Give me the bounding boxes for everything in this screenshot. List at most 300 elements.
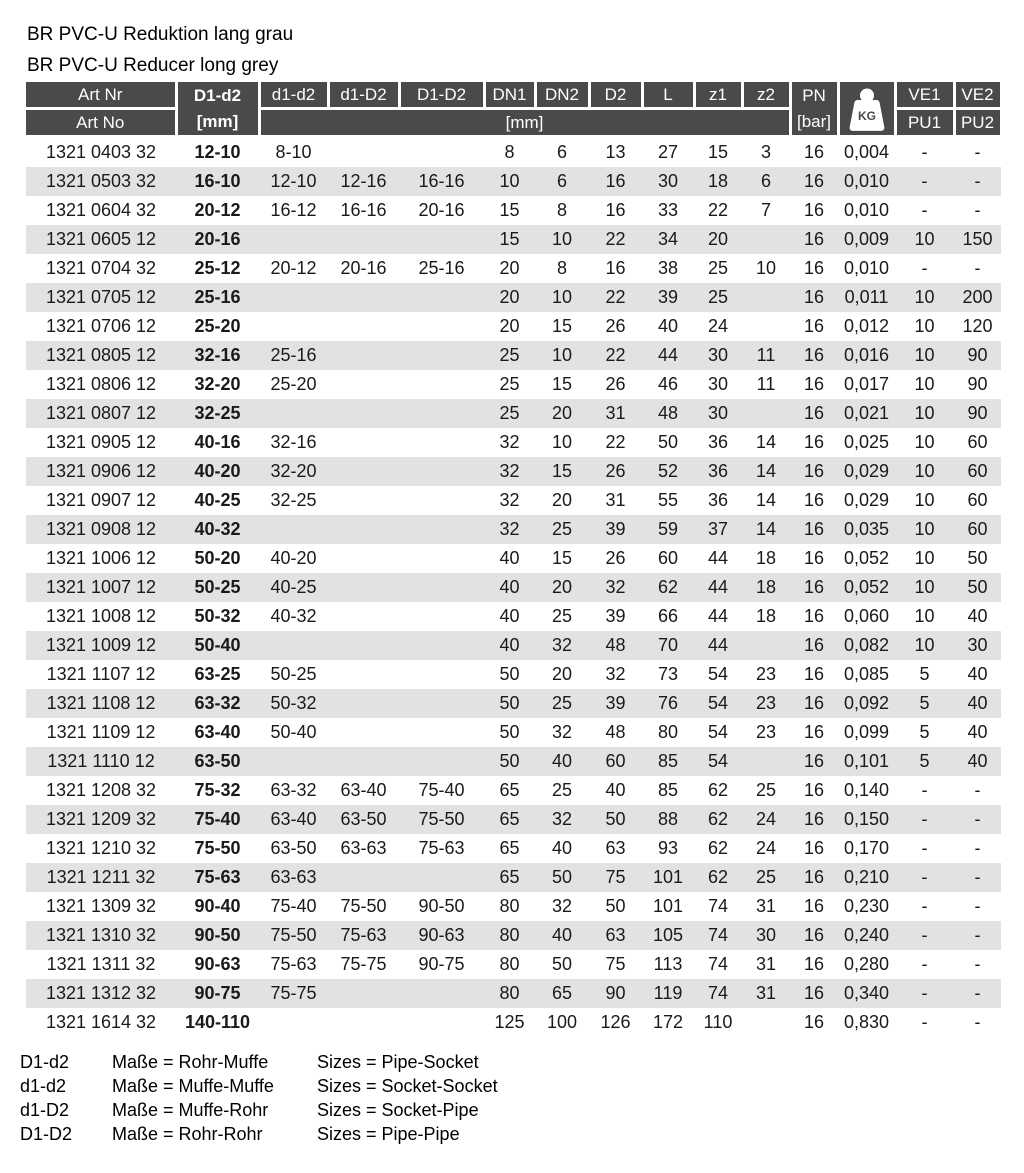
ve1-pu1-cell: 10 bbox=[895, 225, 954, 254]
d1-d2-size-cell: 50-32 bbox=[194, 606, 241, 626]
dn2-cell: 32 bbox=[551, 722, 573, 742]
D1-D2-pipe-pipe-cell bbox=[399, 631, 484, 660]
dn1-cell: 25 bbox=[484, 399, 535, 428]
d1-d2-size-cell: 40-25 bbox=[194, 490, 241, 510]
art-no-cell: 1321 0805 12 bbox=[26, 341, 176, 370]
ve2-pu2-cell: 200 bbox=[954, 283, 1001, 312]
table-row bbox=[26, 486, 1001, 515]
ve1-pu1-cell: 10 bbox=[914, 490, 935, 510]
d1-D2-socket-pipe-cell bbox=[328, 283, 399, 312]
art-no-cell: 1321 1211 32 bbox=[26, 863, 176, 892]
ve2-pu2-cell: - bbox=[954, 921, 1001, 950]
d1-d2-size-cell: 16-10 bbox=[176, 167, 259, 196]
d1-d2-socket-socket-cell: 75-75 bbox=[259, 979, 328, 1008]
ve2-pu2-cell: 40 bbox=[967, 664, 988, 684]
table-row bbox=[26, 167, 1001, 196]
dn1-cell: 65 bbox=[499, 780, 520, 800]
table-row bbox=[26, 747, 1001, 776]
header-row-1 bbox=[26, 82, 1001, 109]
d1-d2-size-cell: 40-16 bbox=[194, 432, 241, 452]
pn-cell: 16 bbox=[803, 606, 825, 626]
header-art-no: Art No bbox=[26, 109, 176, 137]
legend-german: Maße = Muffe-Muffe bbox=[112, 1076, 274, 1096]
dn1-cell: 25 bbox=[499, 374, 520, 394]
pn-cell: 16 bbox=[803, 200, 825, 220]
table-row bbox=[26, 805, 1001, 834]
product-title-english: BR PVC-U Reducer long grey bbox=[27, 55, 279, 76]
ve1-pu1-cell: 10 bbox=[914, 548, 935, 568]
ve1-pu1-cell: - bbox=[895, 921, 954, 950]
pn-cell: 16 bbox=[803, 258, 825, 278]
length-cell: 85 bbox=[642, 747, 694, 776]
dn2-cell: 32 bbox=[551, 896, 573, 916]
d1-D2-socket-pipe-cell bbox=[328, 747, 399, 776]
D1-D2-pipe-pipe-cell: 75-50 bbox=[399, 805, 484, 834]
table-row bbox=[26, 1008, 1001, 1037]
z2-cell: 6 bbox=[742, 167, 790, 196]
z2-cell: 10 bbox=[755, 258, 777, 278]
pn-cell: 16 bbox=[803, 780, 825, 800]
d2-cell: 26 bbox=[605, 374, 626, 394]
d2-cell: 50 bbox=[605, 896, 626, 916]
ve1-pu1-cell: - bbox=[921, 200, 928, 220]
weight-kg-cell: 0,150 bbox=[838, 805, 895, 834]
product-title-german: BR PVC-U Reduktion lang grau bbox=[27, 24, 294, 45]
length-cell: 73 bbox=[657, 664, 679, 684]
z1-cell: 74 bbox=[707, 954, 729, 974]
pn-cell: 16 bbox=[790, 225, 838, 254]
length-cell: 52 bbox=[642, 457, 694, 486]
weight-kg-cell: 0,011 bbox=[838, 283, 895, 312]
length-cell: 113 bbox=[653, 954, 683, 974]
art-no-cell: 1321 1210 32 bbox=[45, 838, 157, 858]
length-cell: 50 bbox=[657, 432, 679, 452]
d2-cell: 26 bbox=[589, 457, 642, 486]
art-no-cell: 1321 0906 12 bbox=[26, 457, 176, 486]
d1-d2-socket-socket-cell: 8-10 bbox=[275, 142, 312, 162]
d1-D2-socket-pipe-cell bbox=[328, 863, 399, 892]
art-no-cell: 1321 0908 12 bbox=[26, 515, 176, 544]
z1-cell: 44 bbox=[707, 606, 729, 626]
pn-cell: 16 bbox=[803, 432, 825, 452]
z2-cell: 18 bbox=[755, 606, 777, 626]
d1-d2-socket-socket-cell bbox=[259, 283, 328, 312]
header-ve2: VE2 bbox=[954, 82, 1001, 109]
D1-D2-pipe-pipe-cell bbox=[399, 137, 484, 168]
dn1-cell: 15 bbox=[499, 200, 520, 220]
dn1-cell: 40 bbox=[484, 573, 535, 602]
ve2-pu2-cell: - bbox=[954, 979, 1001, 1008]
d1-D2-socket-pipe-cell: 16-16 bbox=[340, 200, 387, 220]
D1-D2-pipe-pipe-cell bbox=[399, 312, 484, 341]
d1-d2-socket-socket-cell: 63-40 bbox=[259, 805, 328, 834]
z2-cell: 7 bbox=[760, 200, 771, 220]
weight-kg-cell: 0,029 bbox=[843, 490, 890, 510]
art-no-cell: 1321 0905 12 bbox=[45, 432, 157, 452]
d1-d2-socket-socket-cell: 32-20 bbox=[259, 457, 328, 486]
D1-D2-pipe-pipe-cell bbox=[399, 225, 484, 254]
table-row bbox=[26, 370, 1001, 399]
ve2-pu2-cell: 50 bbox=[967, 548, 988, 568]
d2-cell: 16 bbox=[605, 258, 626, 278]
d2-cell: 16 bbox=[589, 167, 642, 196]
d1-d2-size-cell: 40-32 bbox=[176, 515, 259, 544]
dn2-cell: 32 bbox=[535, 805, 589, 834]
pn-cell: 16 bbox=[803, 664, 825, 684]
d1-d2-size-cell: 75-50 bbox=[194, 838, 241, 858]
dn1-cell: 40 bbox=[499, 548, 520, 568]
header-weight bbox=[838, 82, 895, 137]
d1-d2-socket-socket-cell: 63-50 bbox=[270, 838, 317, 858]
table-row bbox=[26, 225, 1001, 254]
D1-D2-pipe-pipe-cell: 75-63 bbox=[418, 838, 465, 858]
d1-D2-socket-pipe-cell bbox=[328, 1008, 399, 1037]
length-cell: 34 bbox=[642, 225, 694, 254]
d1-D2-socket-pipe-cell: 63-40 bbox=[340, 780, 387, 800]
d2-cell: 22 bbox=[589, 341, 642, 370]
D1-D2-pipe-pipe-cell bbox=[399, 863, 484, 892]
table-row bbox=[26, 428, 1001, 457]
weight-kg-cell: 0,012 bbox=[843, 316, 890, 336]
weight-kg-cell: 0,210 bbox=[838, 863, 895, 892]
ve1-pu1-cell: - bbox=[921, 142, 928, 162]
z2-cell: 3 bbox=[760, 142, 771, 162]
length-cell: 27 bbox=[657, 142, 679, 162]
z2-cell bbox=[742, 631, 790, 660]
d1-D2-socket-pipe-cell bbox=[328, 457, 399, 486]
ve2-pu2-cell: 60 bbox=[967, 432, 988, 452]
z1-cell: 44 bbox=[694, 573, 742, 602]
d2-cell: 32 bbox=[589, 573, 642, 602]
z1-cell: 54 bbox=[694, 747, 742, 776]
d1-D2-socket-pipe-cell: 63-50 bbox=[328, 805, 399, 834]
d1-D2-socket-pipe-cell bbox=[328, 631, 399, 660]
length-cell: 59 bbox=[642, 515, 694, 544]
D1-D2-pipe-pipe-cell bbox=[399, 457, 484, 486]
length-cell: 38 bbox=[657, 258, 679, 278]
z1-cell: 62 bbox=[707, 838, 729, 858]
art-no-cell: 1321 1109 12 bbox=[46, 722, 156, 742]
legend-row bbox=[20, 1050, 1024, 1074]
dn1-cell: 65 bbox=[484, 805, 535, 834]
dn2-cell: 20 bbox=[551, 490, 573, 510]
table-row bbox=[26, 950, 1001, 979]
pn-cell: 16 bbox=[790, 921, 838, 950]
d2-cell: 48 bbox=[605, 722, 626, 742]
dn1-cell: 65 bbox=[499, 838, 520, 858]
ve1-pu1-cell: - bbox=[921, 1012, 928, 1032]
ve1-pu1-cell: - bbox=[921, 258, 928, 278]
dn2-cell: 10 bbox=[535, 225, 589, 254]
dn2-cell: 20 bbox=[551, 664, 573, 684]
dn1-cell: 50 bbox=[484, 747, 535, 776]
d1-d2-size-cell: 90-75 bbox=[176, 979, 259, 1008]
art-no-cell: 1321 1007 12 bbox=[26, 573, 176, 602]
z2-cell: 23 bbox=[755, 664, 777, 684]
D1-D2-pipe-pipe-cell: 90-63 bbox=[399, 921, 484, 950]
art-no-cell: 1321 1309 32 bbox=[45, 896, 157, 916]
ve2-pu2-cell: 40 bbox=[954, 747, 1001, 776]
ve1-pu1-cell: 10 bbox=[895, 573, 954, 602]
z1-cell: 44 bbox=[707, 548, 729, 568]
z1-cell: 110 bbox=[703, 1012, 733, 1032]
dn1-cell: 25 bbox=[484, 341, 535, 370]
length-cell: 44 bbox=[642, 341, 694, 370]
header-dn2: DN2 bbox=[535, 82, 589, 109]
d2-cell: 75 bbox=[589, 863, 642, 892]
table-row bbox=[26, 689, 1001, 718]
d1-d2-socket-socket-cell: 50-25 bbox=[270, 664, 317, 684]
dn2-cell: 50 bbox=[551, 954, 573, 974]
d1-D2-socket-pipe-cell bbox=[328, 225, 399, 254]
title-block bbox=[0, 0, 1024, 81]
ve1-pu1-cell: - bbox=[921, 896, 928, 916]
weight-kg-cell: 0,099 bbox=[843, 722, 890, 742]
pn-cell: 16 bbox=[803, 142, 825, 162]
weight-kg-cell: 0,029 bbox=[838, 457, 895, 486]
z2-cell: 18 bbox=[755, 548, 777, 568]
header-pn-label: PN bbox=[802, 85, 826, 105]
length-cell: 93 bbox=[657, 838, 679, 858]
z1-cell: 25 bbox=[707, 258, 729, 278]
dn1-cell: 40 bbox=[499, 606, 520, 626]
ve1-pu1-cell: 10 bbox=[895, 631, 954, 660]
table-row bbox=[26, 631, 1001, 660]
d1-d2-socket-socket-cell bbox=[259, 747, 328, 776]
d1-d2-socket-socket-cell: 40-25 bbox=[259, 573, 328, 602]
D1-D2-pipe-pipe-cell bbox=[399, 428, 484, 457]
dn2-cell: 6 bbox=[556, 142, 567, 162]
D1-D2-pipe-pipe-cell bbox=[399, 747, 484, 776]
weight-kg-cell: 0,010 bbox=[843, 200, 890, 220]
art-no-cell: 1321 0705 12 bbox=[26, 283, 176, 312]
d1-d2-socket-socket-cell: 50-40 bbox=[270, 722, 317, 742]
dn2-cell: 15 bbox=[551, 548, 573, 568]
z1-cell: 37 bbox=[694, 515, 742, 544]
header-d1-D2: d1-D2 bbox=[328, 82, 399, 109]
d1-D2-socket-pipe-cell bbox=[328, 602, 399, 631]
legend-german: Maße = Rohr-Rohr bbox=[112, 1124, 263, 1144]
d1-D2-socket-pipe-cell bbox=[328, 341, 399, 370]
ve1-pu1-cell: 10 bbox=[895, 515, 954, 544]
weight-kg-cell: 0,280 bbox=[843, 954, 890, 974]
d1-d2-size-cell: 20-16 bbox=[176, 225, 259, 254]
z2-cell: 14 bbox=[755, 490, 777, 510]
table-row bbox=[26, 515, 1001, 544]
dn2-cell: 32 bbox=[535, 631, 589, 660]
length-cell: 172 bbox=[652, 1012, 684, 1032]
header-art-nr: Art Nr bbox=[26, 82, 176, 109]
dn2-cell: 50 bbox=[535, 863, 589, 892]
legend-row bbox=[20, 1074, 1024, 1098]
table-row bbox=[26, 776, 1001, 805]
art-no-cell: 1321 1311 32 bbox=[46, 954, 156, 974]
d1-d2-socket-socket-cell: 40-32 bbox=[270, 606, 317, 626]
d1-d2-size-cell: 32-16 bbox=[176, 341, 259, 370]
d1-d2-socket-socket-cell: 12-10 bbox=[259, 167, 328, 196]
weight-kg-cell: 0,052 bbox=[838, 573, 895, 602]
ve1-pu1-cell: 10 bbox=[914, 374, 935, 394]
d2-cell: 31 bbox=[605, 490, 626, 510]
d2-cell: 22 bbox=[589, 225, 642, 254]
z1-cell: 15 bbox=[707, 142, 729, 162]
z1-cell: 74 bbox=[694, 979, 742, 1008]
weight-kg-cell: 0,004 bbox=[843, 142, 890, 162]
weight-kg-cell: 0,340 bbox=[838, 979, 895, 1008]
d2-cell: 31 bbox=[589, 399, 642, 428]
pn-cell: 16 bbox=[790, 341, 838, 370]
ve2-pu2-cell: 40 bbox=[967, 606, 988, 626]
pn-cell: 16 bbox=[790, 979, 838, 1008]
dn1-cell: 80 bbox=[499, 954, 520, 974]
header-d1-d2-unit: [mm] bbox=[196, 111, 239, 131]
legend-term: D1-d2 bbox=[20, 1052, 70, 1072]
weight-kg-cell: 0,082 bbox=[838, 631, 895, 660]
weight-kg-icon bbox=[843, 87, 891, 133]
length-cell: 60 bbox=[657, 548, 679, 568]
length-cell: 40 bbox=[657, 316, 679, 336]
d1-d2-socket-socket-cell: 20-12 bbox=[270, 258, 317, 278]
length-cell: 30 bbox=[642, 167, 694, 196]
ve1-pu1-cell: 5 bbox=[919, 722, 930, 742]
header-d1-d2-mm bbox=[176, 82, 259, 137]
weight-kg-cell: 0,170 bbox=[843, 838, 890, 858]
d2-cell: 39 bbox=[589, 689, 642, 718]
z2-cell: 25 bbox=[755, 780, 777, 800]
ve1-pu1-cell: - bbox=[921, 838, 928, 858]
length-cell: 46 bbox=[657, 374, 679, 394]
d1-d2-socket-socket-cell bbox=[259, 225, 328, 254]
legend-english: Sizes = Pipe-Socket bbox=[317, 1052, 479, 1072]
d2-cell: 63 bbox=[589, 921, 642, 950]
dn1-cell: 8 bbox=[504, 142, 515, 162]
ve2-pu2-cell: 30 bbox=[954, 631, 1001, 660]
z2-cell bbox=[742, 312, 790, 341]
dn2-cell: 25 bbox=[535, 515, 589, 544]
d1-D2-socket-pipe-cell bbox=[328, 312, 399, 341]
d1-D2-socket-pipe-cell bbox=[328, 979, 399, 1008]
d1-d2-socket-socket-cell: 25-16 bbox=[259, 341, 328, 370]
d1-D2-socket-pipe-cell bbox=[328, 689, 399, 718]
ve1-pu1-cell: - bbox=[895, 863, 954, 892]
weight-kg-cell: 0,009 bbox=[838, 225, 895, 254]
z2-cell: 24 bbox=[755, 838, 777, 858]
weight-kg-cell: 0,240 bbox=[838, 921, 895, 950]
art-no-cell: 1321 1310 32 bbox=[26, 921, 176, 950]
length-cell: 88 bbox=[642, 805, 694, 834]
ve2-pu2-cell: - bbox=[954, 805, 1001, 834]
d2-cell: 40 bbox=[605, 780, 626, 800]
header-mm-span: [mm] bbox=[259, 109, 790, 137]
dn1-cell: 40 bbox=[484, 631, 535, 660]
weight-kg-cell: 0,010 bbox=[843, 258, 890, 278]
d2-cell: 39 bbox=[589, 515, 642, 544]
z2-cell bbox=[742, 747, 790, 776]
ve1-pu1-cell: - bbox=[921, 954, 928, 974]
ve1-pu1-cell: - bbox=[895, 167, 954, 196]
header-ve1: VE1 bbox=[895, 82, 954, 109]
z1-cell: 20 bbox=[694, 225, 742, 254]
length-cell: 39 bbox=[642, 283, 694, 312]
z1-cell: 36 bbox=[707, 432, 729, 452]
ve2-pu2-cell: - bbox=[974, 896, 981, 916]
pn-cell: 16 bbox=[803, 896, 825, 916]
z1-cell: 22 bbox=[707, 200, 729, 220]
dn2-cell: 10 bbox=[535, 341, 589, 370]
dn2-cell: 15 bbox=[535, 457, 589, 486]
dn2-cell: 40 bbox=[535, 747, 589, 776]
ve2-pu2-cell: - bbox=[974, 838, 981, 858]
pn-cell: 16 bbox=[790, 283, 838, 312]
header-z1: z1 bbox=[694, 82, 742, 109]
header-l: L bbox=[642, 82, 694, 109]
dn2-cell: 10 bbox=[551, 432, 573, 452]
d1-d2-size-cell: 63-40 bbox=[194, 722, 241, 742]
d2-cell: 26 bbox=[605, 548, 626, 568]
z1-cell: 25 bbox=[694, 283, 742, 312]
d1-D2-socket-pipe-cell: 75-63 bbox=[328, 921, 399, 950]
d2-cell: 26 bbox=[605, 316, 626, 336]
d1-d2-socket-socket-cell: 75-63 bbox=[270, 954, 317, 974]
z2-cell: 14 bbox=[742, 457, 790, 486]
d1-d2-socket-socket-cell: 75-50 bbox=[259, 921, 328, 950]
dn2-cell: 40 bbox=[551, 838, 573, 858]
d1-D2-socket-pipe-cell: 12-16 bbox=[328, 167, 399, 196]
pn-cell: 16 bbox=[803, 722, 825, 742]
pn-cell: 16 bbox=[803, 1012, 825, 1032]
dn2-cell: 20 bbox=[535, 573, 589, 602]
header-z2: z2 bbox=[742, 82, 790, 109]
dn1-cell: 32 bbox=[484, 515, 535, 544]
d1-D2-socket-pipe-cell bbox=[328, 544, 399, 573]
art-no-cell: 1321 0604 32 bbox=[45, 200, 157, 220]
d1-d2-socket-socket-cell: 63-63 bbox=[259, 863, 328, 892]
art-no-cell: 1321 0503 32 bbox=[26, 167, 176, 196]
d1-d2-size-cell: 50-20 bbox=[194, 548, 241, 568]
z1-cell: 24 bbox=[707, 316, 729, 336]
pn-cell: 16 bbox=[790, 689, 838, 718]
z2-cell: 25 bbox=[742, 863, 790, 892]
z1-cell: 30 bbox=[694, 399, 742, 428]
z1-cell: 30 bbox=[707, 374, 729, 394]
ve2-pu2-cell: 50 bbox=[954, 573, 1001, 602]
d1-d2-socket-socket-cell: 63-32 bbox=[270, 780, 317, 800]
ve2-pu2-cell: 60 bbox=[967, 490, 988, 510]
z1-cell: 36 bbox=[707, 490, 729, 510]
pn-cell: 16 bbox=[790, 863, 838, 892]
z1-cell: 54 bbox=[707, 722, 729, 742]
D1-D2-pipe-pipe-cell bbox=[399, 718, 484, 747]
z2-cell: 11 bbox=[756, 374, 776, 394]
z2-cell: 31 bbox=[755, 896, 777, 916]
ve2-pu2-cell: - bbox=[954, 167, 1001, 196]
d1-d2-size-cell: 75-40 bbox=[176, 805, 259, 834]
d1-d2-socket-socket-cell bbox=[259, 515, 328, 544]
ve2-pu2-cell: - bbox=[974, 142, 981, 162]
art-no-cell: 1321 0907 12 bbox=[45, 490, 157, 510]
d1-d2-size-cell: 25-12 bbox=[194, 258, 241, 278]
weight-kg-cell: 0,230 bbox=[843, 896, 890, 916]
product-dimensions-table bbox=[26, 82, 1003, 1037]
z1-cell: 74 bbox=[694, 921, 742, 950]
ve2-pu2-cell: - bbox=[974, 780, 981, 800]
dn2-cell: 25 bbox=[551, 606, 573, 626]
header-pu1: PU1 bbox=[895, 109, 954, 137]
pn-cell: 16 bbox=[803, 548, 825, 568]
d2-cell: 50 bbox=[589, 805, 642, 834]
dn1-cell: 50 bbox=[484, 689, 535, 718]
weight-kg-cell: 0,016 bbox=[838, 341, 895, 370]
